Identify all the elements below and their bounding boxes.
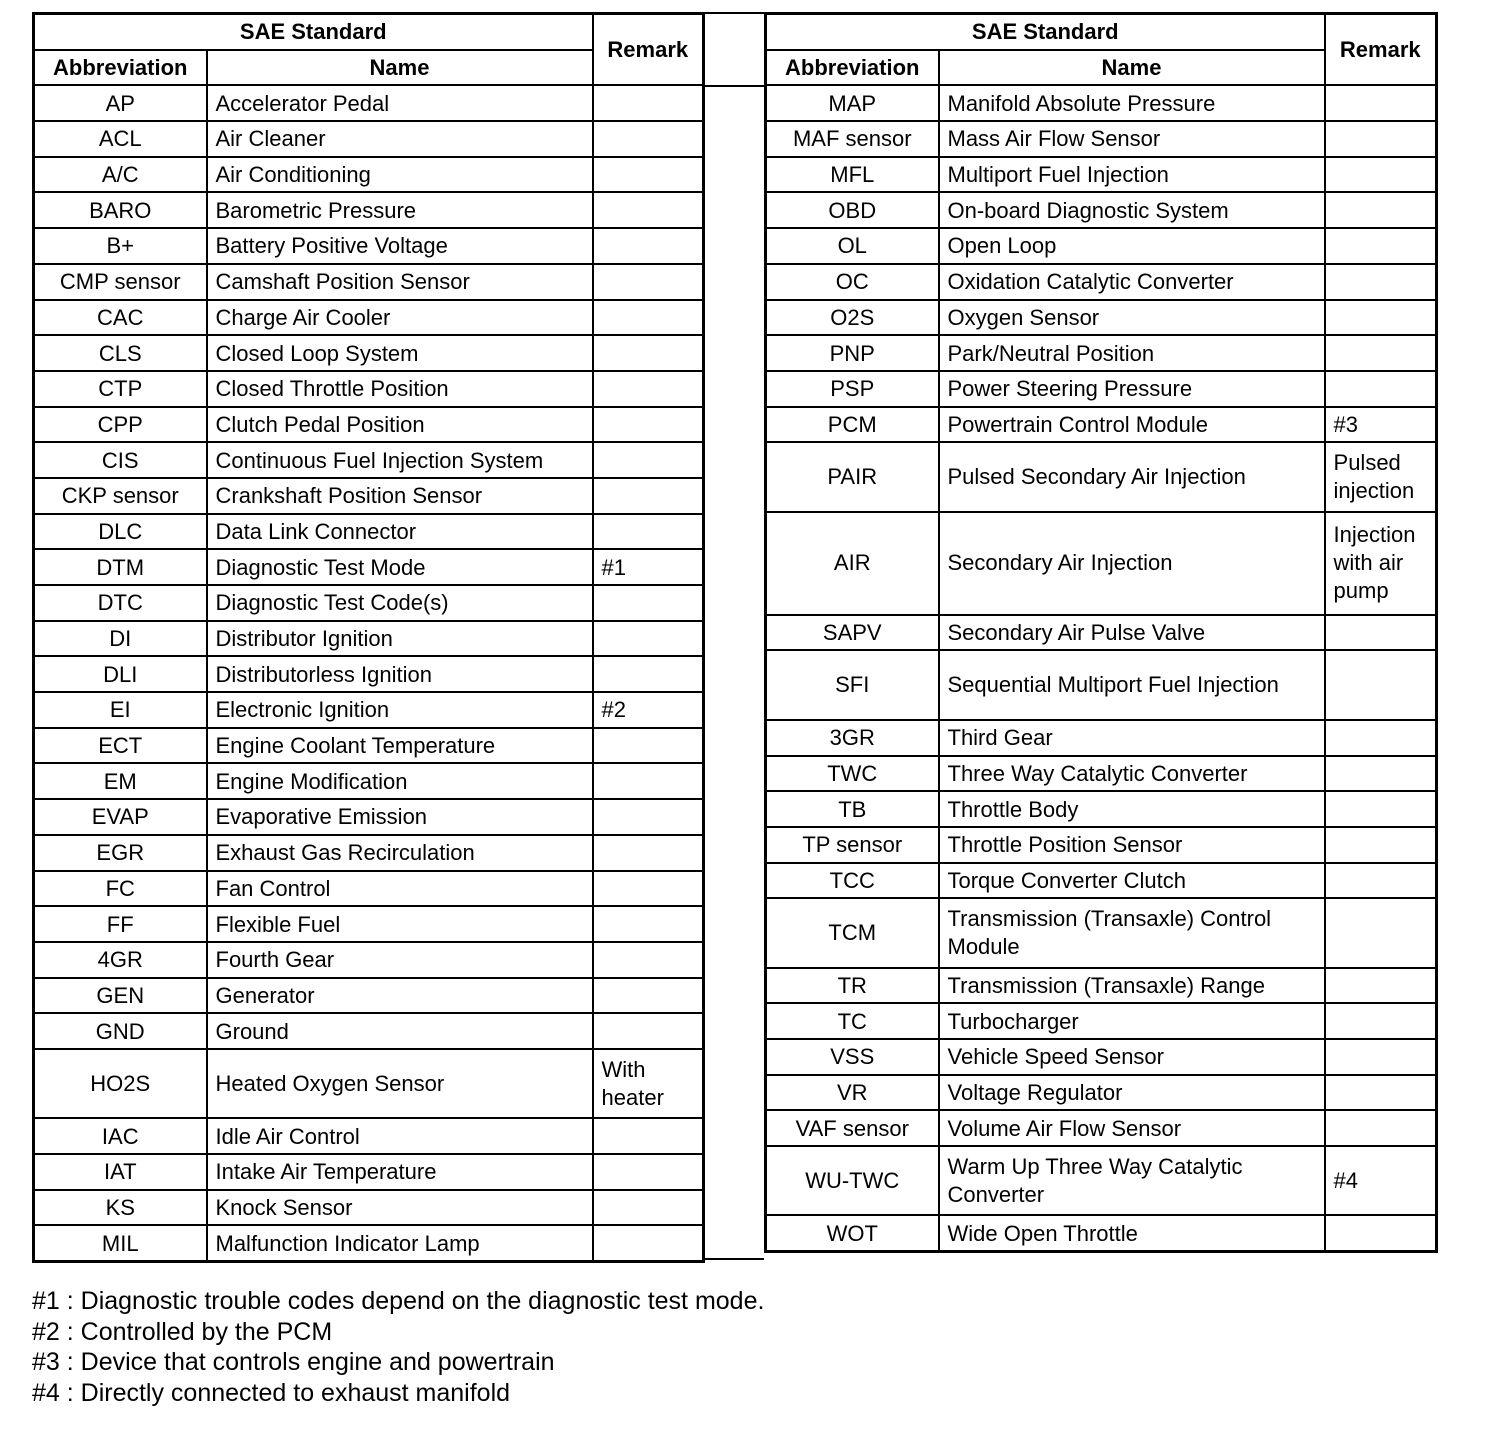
name-cell: Power Steering Pressure <box>939 371 1325 407</box>
sae-standard-header: SAE Standard <box>766 14 1325 50</box>
table-row <box>34 871 704 907</box>
abbreviation-cell: TCC <box>766 863 939 899</box>
footnote-1: #1 : Diagnostic trouble codes depend on the diagnostic test mode. <box>32 1287 765 1315</box>
remark-header: Remark <box>1325 14 1437 86</box>
table-row <box>766 1075 1437 1111</box>
name-cell: Continuous Fuel Injection System <box>207 442 593 478</box>
name-cell: Throttle Position Sensor <box>939 827 1325 863</box>
remark-cell <box>593 228 704 264</box>
table-row <box>766 407 1437 443</box>
abbreviation-cell: DTM <box>34 549 207 585</box>
table-row <box>34 1118 704 1154</box>
remark-cell <box>593 442 704 478</box>
abbreviation-cell: CIS <box>34 442 207 478</box>
abbreviation-cell: WU-TWC <box>766 1146 939 1215</box>
remark-cell <box>1325 756 1437 792</box>
abbreviation-cell: IAC <box>34 1118 207 1154</box>
remark-cell <box>593 1013 704 1049</box>
name-cell: Closed Throttle Position <box>207 371 593 407</box>
abbreviation-cell: 3GR <box>766 720 939 756</box>
abbreviation-cell: OC <box>766 264 939 300</box>
footnote-4: #4 : Directly connected to exhaust manifold <box>32 1378 511 1407</box>
abbreviation-cell: VR <box>766 1075 939 1111</box>
abbreviation-cell: TWC <box>766 756 939 792</box>
name-cell: Engine Coolant Temperature <box>207 728 593 764</box>
table-row <box>766 1110 1437 1146</box>
abbreviation-cell: DTC <box>34 585 207 621</box>
table-row <box>766 720 1437 756</box>
abbreviation-cell: GND <box>34 1013 207 1049</box>
name-cell: Barometric Pressure <box>207 192 593 228</box>
remark-cell <box>1325 791 1437 827</box>
remark-cell <box>593 1190 704 1226</box>
remark-cell <box>1325 898 1437 967</box>
table-row <box>766 192 1437 228</box>
abbreviation-cell: CTP <box>34 371 207 407</box>
abbreviation-cell: PCM <box>766 407 939 443</box>
table-row <box>34 335 704 371</box>
name-cell: Park/Neutral Position <box>939 335 1325 371</box>
remark-cell <box>593 763 704 799</box>
name-cell: Third Gear <box>939 720 1325 756</box>
name-cell: Air Cleaner <box>207 121 593 157</box>
table-row <box>34 942 704 978</box>
name-cell: Fan Control <box>207 871 593 907</box>
remark-cell <box>1325 371 1437 407</box>
table-row <box>766 371 1437 407</box>
name-cell: Three Way Catalytic Converter <box>939 756 1325 792</box>
table-row <box>766 300 1437 336</box>
abbreviation-cell: SFI <box>766 650 939 719</box>
name-cell: Evaporative Emission <box>207 799 593 835</box>
name-cell: Electronic Ignition <box>207 692 593 728</box>
remark-cell <box>1325 85 1437 121</box>
abbreviation-cell: TC <box>766 1003 939 1039</box>
abbreviation-cell: O2S <box>766 300 939 336</box>
name-cell: Volume Air Flow Sensor <box>939 1110 1325 1146</box>
abbreviation-cell: HO2S <box>34 1049 207 1118</box>
remark-cell <box>593 85 704 121</box>
table-row <box>34 692 704 728</box>
name-cell: Distributorless Ignition <box>207 656 593 692</box>
name-cell: Powertrain Control Module <box>939 407 1325 443</box>
abbreviation-cell: CPP <box>34 407 207 443</box>
abbreviation-cell: OBD <box>766 192 939 228</box>
table-row <box>34 514 704 550</box>
abbreviation-cell: CLS <box>34 335 207 371</box>
abbreviation-cell: DI <box>34 621 207 657</box>
name-cell: Malfunction Indicator Lamp <box>207 1225 593 1261</box>
name-cell: Distributor Ignition <box>207 621 593 657</box>
abbreviation-cell: TR <box>766 968 939 1004</box>
abbreviation-cell: A/C <box>34 157 207 193</box>
table-row <box>34 121 704 157</box>
abbreviation-cell: CAC <box>34 300 207 336</box>
name-cell: Secondary Air Pulse Valve <box>939 615 1325 651</box>
abbreviation-cell: TP sensor <box>766 827 939 863</box>
remark-cell: Pulsed injection <box>1325 442 1437 511</box>
remark-cell <box>593 192 704 228</box>
abbreviation-cell: BARO <box>34 192 207 228</box>
table-row <box>34 264 704 300</box>
sae-standard-header: SAE Standard <box>34 14 593 50</box>
remark-cell <box>1325 121 1437 157</box>
name-cell: Throttle Body <box>939 791 1325 827</box>
name-cell: Diagnostic Test Mode <box>207 549 593 585</box>
table-row <box>34 1190 704 1226</box>
name-cell: Charge Air Cooler <box>207 300 593 336</box>
remark-cell <box>593 514 704 550</box>
gap-header <box>702 14 764 87</box>
remark-cell <box>593 371 704 407</box>
abbreviation-cell: DLC <box>34 514 207 550</box>
table-row <box>34 906 704 942</box>
name-cell: Engine Modification <box>207 763 593 799</box>
name-cell: Clutch Pedal Position <box>207 407 593 443</box>
table-row <box>34 1013 704 1049</box>
abbreviation-cell: IAT <box>34 1154 207 1190</box>
remark-cell <box>1325 1075 1437 1111</box>
remark-cell: #1 <box>593 549 704 585</box>
table-row <box>34 407 704 443</box>
remark-cell <box>593 264 704 300</box>
name-cell: Oxygen Sensor <box>939 300 1325 336</box>
abbreviation-cell: MIL <box>34 1225 207 1261</box>
table-row <box>34 85 704 121</box>
remark-cell <box>593 728 704 764</box>
remark-cell: With heater <box>593 1049 704 1118</box>
abbreviation-header: Abbreviation <box>34 50 207 86</box>
table-row <box>34 621 704 657</box>
abbreviation-cell: GEN <box>34 978 207 1014</box>
remark-cell <box>593 656 704 692</box>
remark-cell <box>593 478 704 514</box>
abbreviation-cell: CMP sensor <box>34 264 207 300</box>
name-cell: Closed Loop System <box>207 335 593 371</box>
remark-cell <box>593 942 704 978</box>
remark-cell <box>1325 827 1437 863</box>
abbreviation-cell: EM <box>34 763 207 799</box>
abbreviation-cell: SAPV <box>766 615 939 651</box>
name-cell: Vehicle Speed Sensor <box>939 1039 1325 1075</box>
remark-cell <box>593 621 704 657</box>
table-row <box>34 978 704 1014</box>
abbreviation-cell: PSP <box>766 371 939 407</box>
table-row <box>34 228 704 264</box>
table-row <box>766 863 1437 899</box>
remark-cell <box>1325 228 1437 264</box>
table-row <box>766 1039 1437 1075</box>
abbreviation-cell: ECT <box>34 728 207 764</box>
table-row <box>34 799 704 835</box>
table-row <box>34 835 704 871</box>
abbreviation-cell: DLI <box>34 656 207 692</box>
remark-cell <box>1325 968 1437 1004</box>
footnote-2: #2 : Controlled by the PCM <box>32 1317 333 1346</box>
name-cell: Wide Open Throttle <box>939 1215 1325 1251</box>
abbreviation-cell: FF <box>34 906 207 942</box>
table-row <box>34 192 704 228</box>
remark-cell <box>1325 192 1437 228</box>
remark-cell <box>593 799 704 835</box>
remark-cell <box>1325 335 1437 371</box>
table-row <box>34 585 704 621</box>
name-cell: Idle Air Control <box>207 1118 593 1154</box>
table-row <box>766 121 1437 157</box>
table-row <box>34 763 704 799</box>
abbreviation-cell: FC <box>34 871 207 907</box>
name-header: Name <box>207 50 593 86</box>
remark-header: Remark <box>593 14 704 86</box>
name-header: Name <box>939 50 1325 86</box>
remark-cell: #3 <box>1325 407 1437 443</box>
name-cell: Manifold Absolute Pressure <box>939 85 1325 121</box>
name-cell: On-board Diagnostic System <box>939 192 1325 228</box>
name-cell: Data Link Connector <box>207 514 593 550</box>
name-cell: Warm Up Three Way Catalytic Converter <box>939 1146 1325 1215</box>
table-row <box>34 371 704 407</box>
name-cell: Sequential Multiport Fuel Injection <box>939 650 1325 719</box>
remark-cell <box>593 1154 704 1190</box>
abbreviation-cell: PAIR <box>766 442 939 511</box>
abbreviation-cell: EVAP <box>34 799 207 835</box>
table-row <box>766 756 1437 792</box>
remark-cell <box>593 407 704 443</box>
remark-cell: #2 <box>593 692 704 728</box>
name-cell: Torque Converter Clutch <box>939 863 1325 899</box>
name-cell: Open Loop <box>939 228 1325 264</box>
name-cell: Voltage Regulator <box>939 1075 1325 1111</box>
name-cell: Turbocharger <box>939 1003 1325 1039</box>
remark-cell <box>1325 650 1437 719</box>
name-cell: Air Conditioning <box>207 157 593 193</box>
table-gap-column <box>702 12 764 1260</box>
remark-cell <box>593 335 704 371</box>
abbreviation-cell: 4GR <box>34 942 207 978</box>
abbreviation-cell: B+ <box>34 228 207 264</box>
table-row <box>766 228 1437 264</box>
abbreviation-cell: EI <box>34 692 207 728</box>
name-cell: Knock Sensor <box>207 1190 593 1226</box>
remark-cell <box>593 978 704 1014</box>
name-cell: Diagnostic Test Code(s) <box>207 585 593 621</box>
remark-cell: #4 <box>1325 1146 1437 1215</box>
name-cell: Battery Positive Voltage <box>207 228 593 264</box>
left-abbreviation-table <box>32 12 705 1263</box>
abbreviation-cell: AP <box>34 85 207 121</box>
name-cell: Transmission (Transaxle) Range <box>939 968 1325 1004</box>
name-cell: Generator <box>207 978 593 1014</box>
remark-cell <box>593 1118 704 1154</box>
remark-cell <box>1325 615 1437 651</box>
table-row <box>766 335 1437 371</box>
remark-cell <box>593 906 704 942</box>
abbreviation-cell: VAF sensor <box>766 1110 939 1146</box>
table-row <box>766 85 1437 121</box>
abbreviation-cell: PNP <box>766 335 939 371</box>
remark-cell <box>593 585 704 621</box>
remark-cell <box>593 300 704 336</box>
abbreviation-cell: CKP sensor <box>34 478 207 514</box>
remark-cell <box>593 1225 704 1261</box>
table-row <box>34 478 704 514</box>
abbreviation-cell: MAF sensor <box>766 121 939 157</box>
remark-cell <box>1325 300 1437 336</box>
table-row <box>766 791 1437 827</box>
remark-cell <box>1325 264 1437 300</box>
abbreviation-cell: ACL <box>34 121 207 157</box>
remark-cell <box>1325 157 1437 193</box>
table-row <box>34 157 704 193</box>
name-cell: Oxidation Catalytic Converter <box>939 264 1325 300</box>
abbreviation-cell: KS <box>34 1190 207 1226</box>
table-row <box>766 827 1437 863</box>
table-row <box>766 157 1437 193</box>
remark-cell <box>593 835 704 871</box>
footnotes <box>32 1286 764 1408</box>
remark-cell <box>1325 720 1437 756</box>
name-cell: Pulsed Secondary Air Injection <box>939 442 1325 511</box>
abbreviation-cell: EGR <box>34 835 207 871</box>
right-abbreviation-table <box>764 12 1438 1253</box>
remark-cell <box>1325 1003 1437 1039</box>
remark-cell <box>1325 863 1437 899</box>
abbreviation-cell: VSS <box>766 1039 939 1075</box>
table-row <box>34 300 704 336</box>
abbreviation-cell: MAP <box>766 85 939 121</box>
remark-cell <box>1325 1215 1437 1251</box>
footnote-3: #3 : Device that controls engine and powertrain <box>32 1348 555 1376</box>
abbreviation-cell: WOT <box>766 1215 939 1251</box>
abbreviation-cell: TB <box>766 791 939 827</box>
abbreviation-cell: OL <box>766 228 939 264</box>
name-cell: Crankshaft Position Sensor <box>207 478 593 514</box>
name-cell: Multiport Fuel Injection <box>939 157 1325 193</box>
left-table-body <box>34 85 704 1261</box>
remark-cell <box>1325 1039 1437 1075</box>
table-row <box>34 1225 704 1261</box>
name-cell: Exhaust Gas Recirculation <box>207 835 593 871</box>
table-row <box>766 1003 1437 1039</box>
table-row <box>34 728 704 764</box>
remark-cell <box>593 121 704 157</box>
remark-cell: Injection with air pump <box>1325 512 1437 615</box>
name-cell: Transmission (Transaxle) Control Module <box>939 898 1325 967</box>
table-row <box>34 549 704 585</box>
abbreviation-cell: TCM <box>766 898 939 967</box>
abbreviation-cell: MFL <box>766 157 939 193</box>
name-cell: Secondary Air Injection <box>939 512 1325 615</box>
abbreviation-cell: AIR <box>766 512 939 615</box>
name-cell: Accelerator Pedal <box>207 85 593 121</box>
table-row <box>34 1154 704 1190</box>
name-cell: Fourth Gear <box>207 942 593 978</box>
abbreviation-header: Abbreviation <box>766 50 939 86</box>
table-row <box>34 656 704 692</box>
name-cell: Camshaft Position Sensor <box>207 264 593 300</box>
table-row <box>34 442 704 478</box>
table-row <box>766 968 1437 1004</box>
name-cell: Ground <box>207 1013 593 1049</box>
table-row <box>766 615 1437 651</box>
remark-cell <box>593 157 704 193</box>
remark-cell <box>1325 1110 1437 1146</box>
name-cell: Flexible Fuel <box>207 906 593 942</box>
name-cell: Intake Air Temperature <box>207 1154 593 1190</box>
right-table-body <box>766 85 1437 1251</box>
table-row <box>766 264 1437 300</box>
table-row <box>766 1215 1437 1251</box>
name-cell: Heated Oxygen Sensor <box>207 1049 593 1118</box>
name-cell: Mass Air Flow Sensor <box>939 121 1325 157</box>
remark-cell <box>593 871 704 907</box>
